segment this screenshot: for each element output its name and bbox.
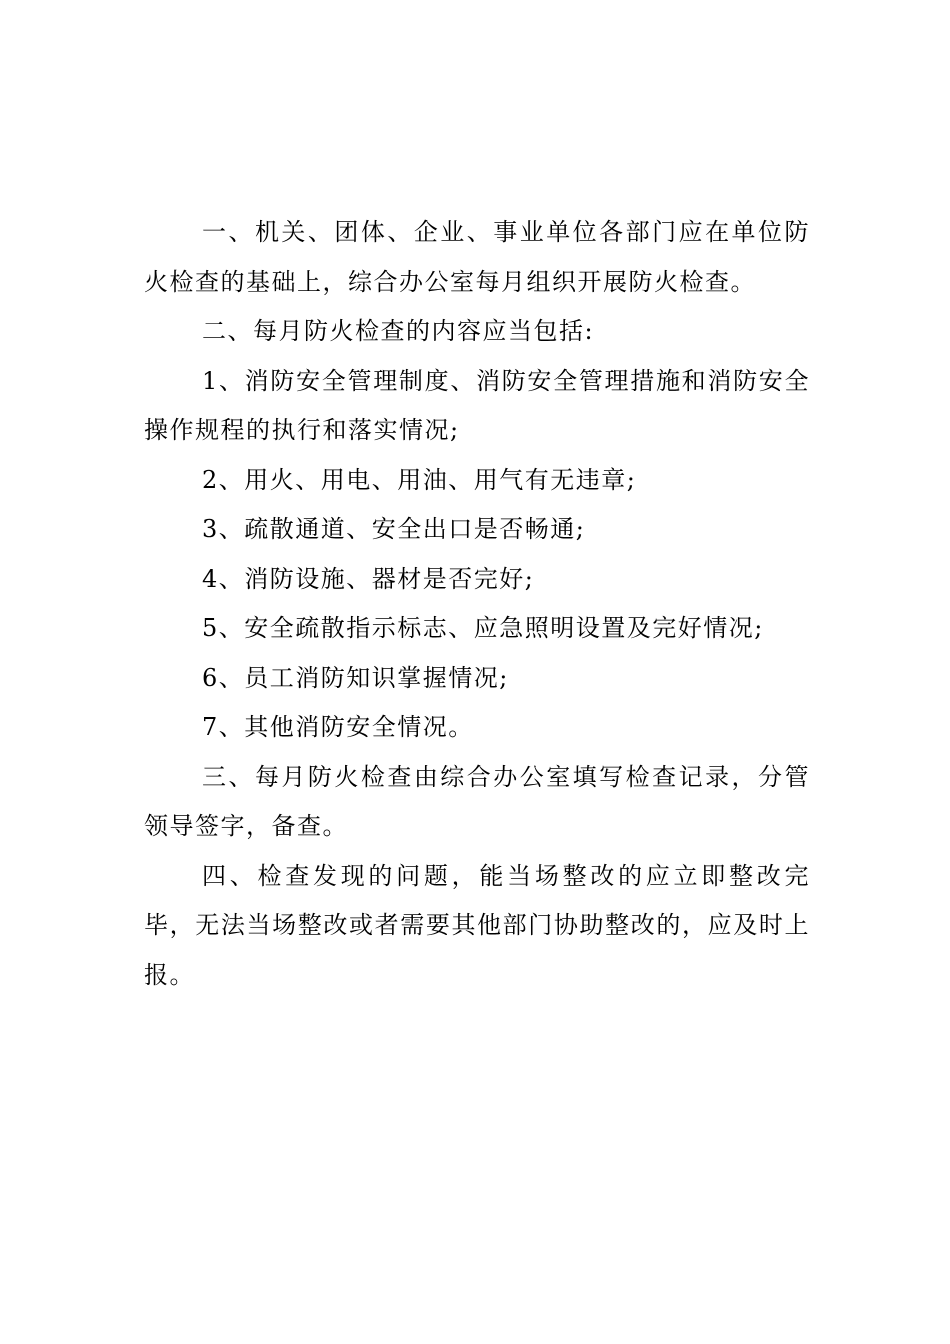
paragraph-section-2: 二、每月防火检查的内容应当包括: xyxy=(202,317,595,345)
list-item-5: 5、安全疏散指示标志、应急照明设置及完好情况; xyxy=(202,614,764,642)
document-body xyxy=(144,208,810,1000)
list-item-4: 4、消防设施、器材是否完好; xyxy=(202,564,535,593)
list-item-7: 7、其他消防安全情况。 xyxy=(202,713,474,741)
paragraph-section-4: 四、检查发现的问题，能当场整改的应立即整改完毕，无法当场整改或者需要其他部门协助整改的，应及时上报。 xyxy=(144,861,810,989)
paragraph-section-3: 三、每月防火检查由综合办公室填写检查记录，分管领导签字，备查。 xyxy=(144,762,810,840)
list-item-6: 6、员工消防知识掌握情况; xyxy=(202,663,509,692)
list-item-3: 3、疏散通道、安全出口是否畅通; xyxy=(202,515,586,543)
list-item-1: 1、消防安全管理制度、消防安全管理措施和消防安全操作规程的执行和落实情况; xyxy=(144,366,810,444)
list-item-2: 2、用火、用电、用油、用气有无违章; xyxy=(202,465,637,494)
paragraph-section-1: 一、机关、团体、企业、事业单位各部门应在单位防火检查的基础上，综合办公室每月组织开展防火检查。 xyxy=(144,218,810,296)
